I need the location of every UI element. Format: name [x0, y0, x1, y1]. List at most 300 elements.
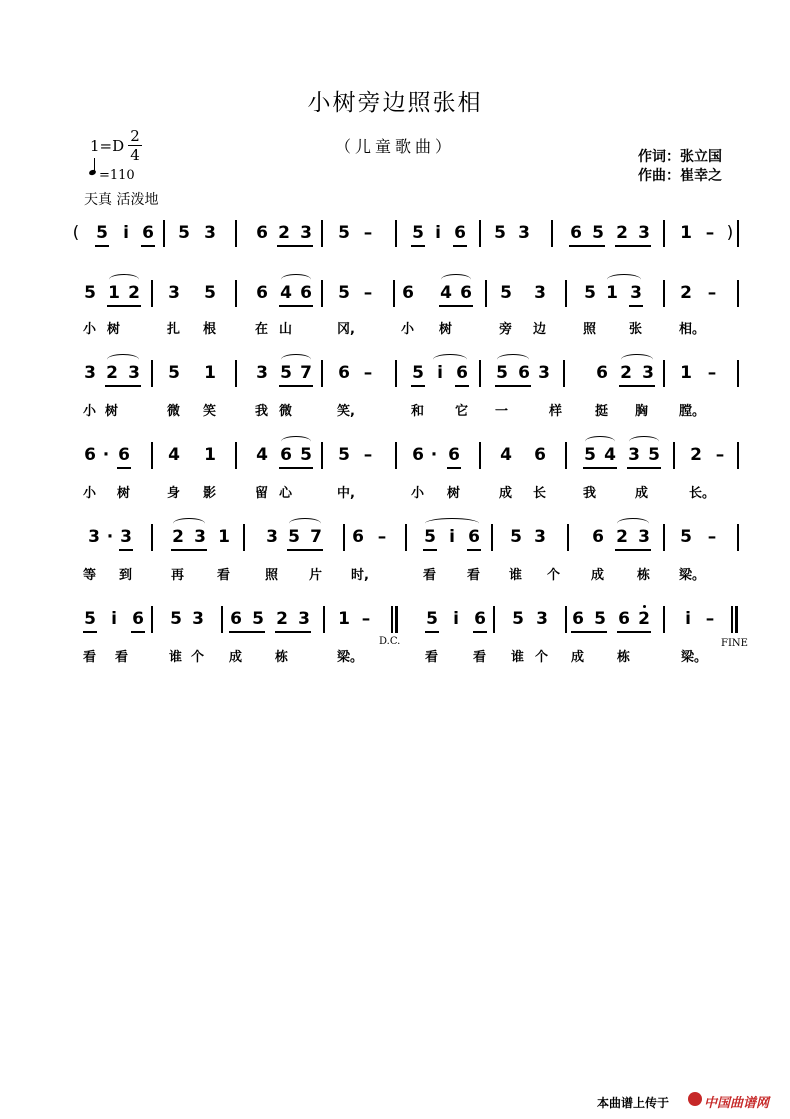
- note: 3: [298, 609, 310, 629]
- note: 5: [648, 445, 660, 465]
- score-row-4: [75, 438, 755, 478]
- note: 6: [534, 445, 546, 465]
- note: 3: [642, 363, 654, 383]
- lyric: 片: [309, 568, 323, 583]
- underline: [119, 549, 133, 551]
- barline: [493, 606, 495, 633]
- note: 4: [280, 283, 292, 303]
- lyric: 个: [547, 568, 561, 583]
- lyric: 冈,: [337, 322, 355, 337]
- underline: [583, 467, 617, 469]
- note: 6: [596, 363, 608, 383]
- lyric: 照: [583, 322, 597, 337]
- lyric: 树: [107, 322, 121, 337]
- barline: [565, 280, 567, 307]
- note: –: [705, 609, 715, 629]
- barline: [663, 360, 665, 387]
- underline: [287, 549, 323, 551]
- barline: [151, 280, 153, 307]
- note: 3: [534, 283, 546, 303]
- note: 5: [500, 283, 512, 303]
- lyric: 个: [535, 650, 549, 665]
- underline: [171, 549, 207, 551]
- note: 5: [280, 363, 292, 383]
- underline: [617, 631, 651, 633]
- note: 3: [120, 527, 132, 547]
- note: 3: [538, 363, 550, 383]
- underline: [627, 467, 661, 469]
- note: 3: [192, 609, 204, 629]
- expression-mark: 天真 活泼地: [84, 192, 159, 208]
- barline: [737, 280, 739, 307]
- note: 6: [592, 527, 604, 547]
- barline: [151, 606, 153, 633]
- note: 6: [230, 609, 242, 629]
- lyric: 成: [499, 486, 513, 501]
- underline: [425, 631, 439, 633]
- lyric: 看: [473, 650, 487, 665]
- lyric-row-4: [75, 482, 755, 502]
- barline: [663, 220, 665, 247]
- note: 5: [338, 283, 350, 303]
- lyric-row-3: [75, 400, 755, 420]
- note: 6: [256, 223, 268, 243]
- note: 6: [572, 609, 584, 629]
- high-octave-dot: [643, 605, 646, 608]
- lyric: 扎: [167, 322, 181, 337]
- barline: [737, 220, 739, 247]
- key-signature: 1=D: [90, 137, 125, 155]
- intro-bracket-open: (: [72, 223, 80, 243]
- note: 6: [256, 283, 268, 303]
- note: i: [123, 223, 129, 243]
- underline: [411, 245, 425, 247]
- slur: [425, 518, 479, 529]
- underline: [83, 631, 97, 633]
- lyric: 影: [203, 486, 217, 501]
- note: –: [363, 445, 373, 465]
- note: 5: [412, 363, 424, 383]
- note: i: [435, 223, 441, 243]
- slur: [433, 354, 467, 365]
- slur: [621, 354, 653, 365]
- barline: [395, 360, 397, 387]
- lyric: 梁。: [681, 650, 708, 665]
- upload-credit: 本曲谱上传于: [597, 1096, 670, 1110]
- underline: [275, 631, 311, 633]
- note: 2: [276, 609, 288, 629]
- slur: [281, 274, 311, 285]
- barline: [323, 606, 325, 633]
- barline: [737, 360, 739, 387]
- underline: [629, 305, 643, 307]
- note: 6: [518, 363, 530, 383]
- barline: [321, 442, 323, 469]
- barline: [479, 360, 481, 387]
- lyric: 边: [533, 322, 547, 337]
- barline: [235, 442, 237, 469]
- note: 5: [338, 223, 350, 243]
- lyric: 小: [83, 404, 97, 419]
- note: 2: [638, 609, 650, 629]
- barline: [343, 524, 345, 551]
- barline: [663, 280, 665, 307]
- lyricist: 作词：张立国: [638, 149, 722, 165]
- lyric: 小: [411, 486, 425, 501]
- note: 6: [412, 445, 424, 465]
- composer: 作曲：崔幸之: [638, 168, 722, 184]
- barline: [663, 524, 665, 551]
- slur: [617, 518, 649, 529]
- barline: [321, 280, 323, 307]
- barline: [485, 280, 487, 307]
- note: 6: [300, 283, 312, 303]
- underline: [439, 305, 473, 307]
- site-logo-icon: [688, 1092, 702, 1106]
- fine-mark: FINE: [721, 638, 748, 649]
- lyric: 山: [279, 322, 293, 337]
- lyric: 看: [115, 650, 129, 665]
- lyric: 成: [571, 650, 585, 665]
- time-signature: [128, 128, 142, 163]
- lyric: 树: [105, 404, 119, 419]
- tempo-mark: =110: [99, 168, 135, 183]
- note: 6: [474, 609, 486, 629]
- underline: [107, 305, 141, 307]
- note: –: [707, 363, 717, 383]
- lyric: 树: [439, 322, 453, 337]
- lyric: 长: [533, 486, 547, 501]
- dc-mark: D.C.: [379, 636, 401, 647]
- note: 3: [204, 223, 216, 243]
- lyric: 小: [83, 322, 97, 337]
- note: 6: [456, 363, 468, 383]
- note: 2: [620, 363, 632, 383]
- barline: [551, 220, 553, 247]
- note: i: [685, 609, 691, 629]
- underline: [569, 245, 605, 247]
- score-row-3: [75, 356, 755, 396]
- underline: [279, 305, 313, 307]
- lyric: 相。: [679, 322, 706, 337]
- barline: [673, 442, 675, 469]
- lyric: 小: [401, 322, 415, 337]
- note: –: [715, 445, 725, 465]
- lyric: 它: [455, 404, 469, 419]
- quarter-note-head: [88, 169, 96, 176]
- double-barline: [391, 606, 393, 633]
- song-subtitle: （儿童歌曲）: [334, 137, 455, 156]
- note: 3: [168, 283, 180, 303]
- time-top: 2: [130, 127, 140, 145]
- slur: [607, 274, 641, 285]
- lyric: 身: [167, 486, 181, 501]
- lyric: 我: [583, 486, 597, 501]
- note: –: [377, 527, 387, 547]
- note: 2: [278, 223, 290, 243]
- note: 7: [300, 363, 312, 383]
- barline: [321, 360, 323, 387]
- note: 5: [178, 223, 190, 243]
- note: 3: [300, 223, 312, 243]
- lyric: 微: [167, 404, 181, 419]
- underline: [571, 631, 607, 633]
- note: 2: [680, 283, 692, 303]
- lyric: 梁。: [337, 650, 364, 665]
- note: –: [361, 609, 371, 629]
- barline: [235, 360, 237, 387]
- lyric: 再: [171, 568, 185, 583]
- lyric: 看: [83, 650, 97, 665]
- note: 5: [426, 609, 438, 629]
- barline: [563, 360, 565, 387]
- underline: [473, 631, 487, 633]
- barline: [663, 606, 665, 633]
- note: –: [705, 223, 715, 243]
- underline: [447, 467, 461, 469]
- lyric: 张: [629, 322, 643, 337]
- barline: [151, 360, 153, 387]
- lyric: 膛。: [679, 404, 706, 419]
- lyric: 看: [425, 650, 439, 665]
- note: i: [111, 609, 117, 629]
- double-barline-thick: [395, 606, 398, 633]
- underline: [467, 549, 481, 551]
- barline: [163, 220, 165, 247]
- slur: [441, 274, 471, 285]
- slur: [109, 274, 139, 285]
- underline: [95, 245, 109, 247]
- note: 5: [412, 223, 424, 243]
- note: 6: [468, 527, 480, 547]
- note: 6: [454, 223, 466, 243]
- note: 4: [604, 445, 616, 465]
- lyric: 看: [217, 568, 231, 583]
- lyric: 树: [447, 486, 461, 501]
- note: 1: [108, 283, 120, 303]
- note: 2: [616, 223, 628, 243]
- slur: [585, 436, 615, 447]
- underline: [277, 245, 313, 247]
- underline: [423, 549, 437, 551]
- note: 3: [88, 527, 100, 547]
- slur: [629, 436, 659, 447]
- barline: [235, 280, 237, 307]
- lyric: 胸: [635, 404, 649, 419]
- note: 2: [172, 527, 184, 547]
- note: –: [363, 283, 373, 303]
- note: 2: [128, 283, 140, 303]
- note: 6: [118, 445, 130, 465]
- barline: [491, 524, 493, 551]
- lyric-row-6: [75, 646, 755, 666]
- underline: [279, 385, 313, 387]
- lyric: 旁: [499, 322, 513, 337]
- score-row-5: [75, 520, 755, 560]
- underline: [615, 245, 651, 247]
- note: i: [453, 609, 459, 629]
- note: 3: [128, 363, 140, 383]
- lyric-row-5: [75, 564, 755, 584]
- note: 3: [194, 527, 206, 547]
- barline: [151, 442, 153, 469]
- lyric: 笑,: [337, 404, 355, 419]
- time-bottom: 4: [130, 146, 140, 164]
- lyric: 根: [203, 322, 217, 337]
- barline: [479, 220, 481, 247]
- lyric: 样: [549, 404, 563, 419]
- note: 3: [84, 363, 96, 383]
- note: 5: [424, 527, 436, 547]
- note: 6: [402, 283, 414, 303]
- note: 5: [168, 363, 180, 383]
- note: 5: [584, 445, 596, 465]
- note: 2: [106, 363, 118, 383]
- underline: [131, 631, 145, 633]
- slur: [281, 436, 311, 447]
- note: 6: [460, 283, 472, 303]
- slur: [281, 354, 311, 365]
- note: 2: [690, 445, 702, 465]
- slur: [173, 518, 205, 529]
- note: 5: [96, 223, 108, 243]
- lyric-row-2: [75, 318, 755, 338]
- lyric: 留: [255, 486, 269, 501]
- underline: [453, 245, 467, 247]
- lyric: 中,: [337, 486, 355, 501]
- note: 5: [594, 609, 606, 629]
- slur: [497, 354, 529, 365]
- note: 3: [518, 223, 530, 243]
- score-row-6: [75, 602, 755, 649]
- barline: [395, 220, 397, 247]
- barline: [565, 442, 567, 469]
- barline: [235, 220, 237, 247]
- note: –: [707, 283, 717, 303]
- lyric: 树: [117, 486, 131, 501]
- final-barline-thick: [735, 606, 738, 633]
- underline: [117, 467, 131, 469]
- lyric: 个: [191, 650, 205, 665]
- note: 1: [338, 609, 350, 629]
- underline: [141, 245, 155, 247]
- barline: [221, 606, 223, 633]
- note: 6: [280, 445, 292, 465]
- barline: [737, 524, 739, 551]
- dot-mark: ·: [106, 527, 114, 547]
- note: 1: [680, 223, 692, 243]
- final-barline: [731, 606, 733, 633]
- underline: [495, 385, 531, 387]
- lyric: 和: [411, 404, 425, 419]
- score-row-2: [75, 276, 755, 316]
- underline: [229, 631, 265, 633]
- barline: [395, 442, 397, 469]
- note: 5: [252, 609, 264, 629]
- note: 5: [494, 223, 506, 243]
- note: 2: [616, 527, 628, 547]
- note: –: [707, 527, 717, 547]
- intro-bracket-close: ): [726, 223, 734, 243]
- note: 3: [256, 363, 268, 383]
- note: 6: [132, 609, 144, 629]
- note: 1: [680, 363, 692, 383]
- barline: [151, 524, 153, 551]
- note: 3: [536, 609, 548, 629]
- note: 5: [170, 609, 182, 629]
- note: 3: [266, 527, 278, 547]
- lyric: 等: [83, 568, 97, 583]
- note: 1: [204, 363, 216, 383]
- lyric: 一: [495, 404, 509, 419]
- lyric: 成: [635, 486, 649, 501]
- underline: [455, 385, 469, 387]
- lyric: 栋: [275, 650, 289, 665]
- note: 5: [288, 527, 300, 547]
- note: 5: [300, 445, 312, 465]
- note: 5: [510, 527, 522, 547]
- note: 3: [534, 527, 546, 547]
- note: 6: [142, 223, 154, 243]
- barline: [321, 220, 323, 247]
- underline: [105, 385, 141, 387]
- note: 5: [496, 363, 508, 383]
- site-logo-text[interactable]: 中国曲谱网: [704, 1096, 770, 1111]
- barline: [405, 524, 407, 551]
- lyric: 笑: [203, 404, 217, 419]
- note: 5: [84, 283, 96, 303]
- lyric: 栋: [617, 650, 631, 665]
- note: 3: [628, 445, 640, 465]
- underline: [615, 549, 651, 551]
- lyric: 时,: [351, 568, 369, 583]
- dot-mark: ·: [430, 445, 438, 465]
- note: 6: [448, 445, 460, 465]
- note: 5: [84, 609, 96, 629]
- lyric: 谁: [511, 650, 525, 665]
- underline: [411, 385, 425, 387]
- lyric: 成: [229, 650, 243, 665]
- note: 6: [84, 445, 96, 465]
- note: 4: [440, 283, 452, 303]
- lyric: 栋: [637, 568, 651, 583]
- note: 6: [570, 223, 582, 243]
- underline: [619, 385, 655, 387]
- note: 5: [592, 223, 604, 243]
- note: 5: [512, 609, 524, 629]
- lyric: 挺: [595, 404, 609, 419]
- song-title: 小树旁边照张相: [307, 90, 483, 116]
- note: 5: [338, 445, 350, 465]
- lyric: 小: [83, 486, 97, 501]
- lyric: 长。: [689, 486, 716, 501]
- lyric: 梁。: [679, 568, 706, 583]
- note: 4: [500, 445, 512, 465]
- note: 5: [680, 527, 692, 547]
- lyric: 微: [279, 404, 293, 419]
- note: i: [449, 527, 455, 547]
- barline: [393, 280, 395, 307]
- lyric: 我: [255, 404, 269, 419]
- lyric: 在: [255, 322, 269, 337]
- note: 4: [256, 445, 268, 465]
- note: 1: [218, 527, 230, 547]
- lyric: 看: [467, 568, 481, 583]
- note: i: [437, 363, 443, 383]
- lyric: 看: [423, 568, 437, 583]
- note: 3: [638, 223, 650, 243]
- note: 3: [638, 527, 650, 547]
